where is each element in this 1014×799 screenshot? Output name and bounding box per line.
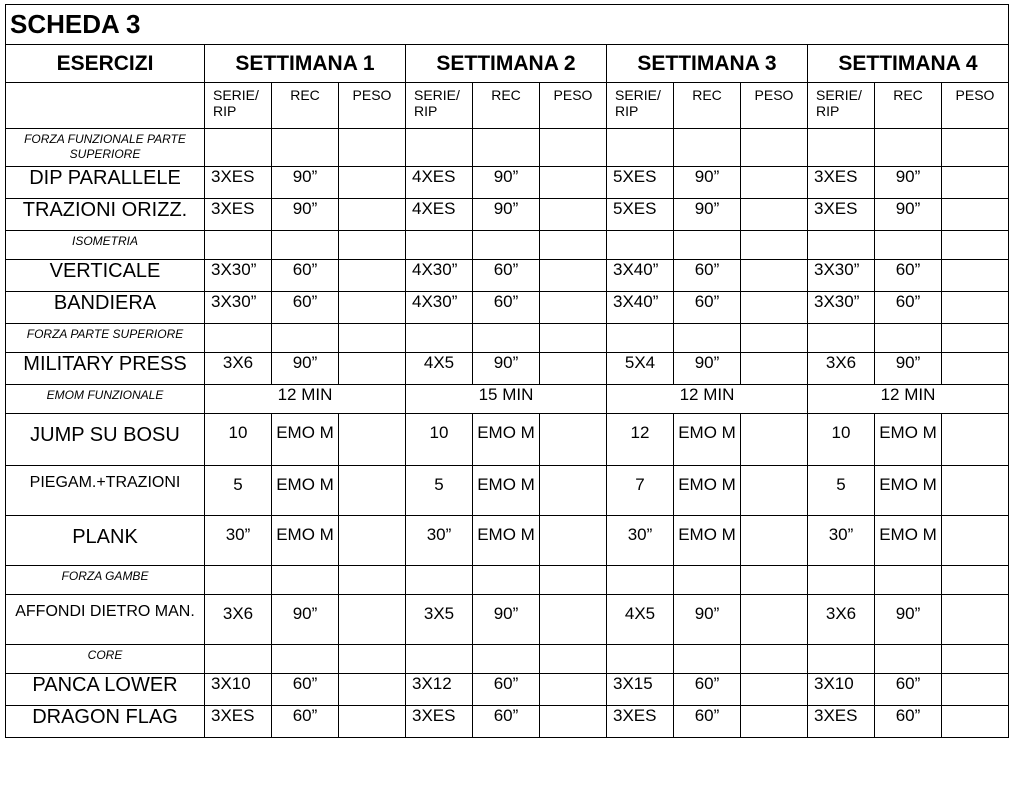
- peso-cell: [540, 167, 607, 199]
- peso-cell: [942, 516, 1009, 566]
- empty-cell: [674, 566, 741, 595]
- empty-cell: [607, 645, 674, 674]
- serie-rip-cell: 3X6: [808, 595, 875, 645]
- rec-cell: 60”: [674, 260, 741, 292]
- exercise-row: [6, 674, 1009, 706]
- peso-cell: [339, 516, 406, 566]
- empty-cell: [406, 645, 473, 674]
- serie-rip-cell: 3X30”: [205, 292, 272, 324]
- exercise-row: [6, 595, 1009, 645]
- empty-cell: [540, 231, 607, 260]
- serie-rip-cell: 3XES: [205, 706, 272, 738]
- exercises-header: ESERCIZI: [6, 45, 205, 83]
- exercise-row: [6, 260, 1009, 292]
- rec-cell: EMO M: [473, 466, 540, 516]
- peso-cell: [942, 260, 1009, 292]
- exercise-name: DIP PARALLELE: [6, 167, 205, 199]
- peso-cell: [741, 414, 808, 466]
- peso-cell: [339, 353, 406, 385]
- rec-cell: 60”: [272, 706, 339, 738]
- serie-rip-cell: 3X40”: [607, 260, 674, 292]
- empty-cell: [540, 129, 607, 167]
- empty-cell: [942, 129, 1009, 167]
- rec-cell: EMO M: [473, 414, 540, 466]
- serie-rip-cell: 3XES: [607, 706, 674, 738]
- exercise-row: [6, 706, 1009, 738]
- serie-rip-cell: 4XES: [406, 199, 473, 231]
- emom-duration-week-3: 12 MIN: [607, 385, 808, 414]
- rec-header: REC: [272, 83, 339, 129]
- peso-cell: [741, 260, 808, 292]
- empty-cell: [473, 566, 540, 595]
- rec-cell: 60”: [473, 674, 540, 706]
- empty-cell: [607, 231, 674, 260]
- empty-cell: [339, 231, 406, 260]
- empty-cell: [540, 566, 607, 595]
- rec-cell: 90”: [272, 167, 339, 199]
- peso-cell: [741, 167, 808, 199]
- category-label: FORZA FUNZIONALE PARTE SUPERIORE: [6, 129, 205, 167]
- category-label: FORZA GAMBE: [6, 566, 205, 595]
- peso-cell: [942, 674, 1009, 706]
- week-header-row: [6, 45, 1009, 83]
- empty-cell: [741, 129, 808, 167]
- rec-cell: 60”: [473, 292, 540, 324]
- empty-cell: [674, 324, 741, 353]
- workout-table: [5, 4, 1009, 738]
- serie-rip-cell: 3XES: [808, 167, 875, 199]
- empty-cell: [808, 231, 875, 260]
- rec-cell: EMO M: [875, 466, 942, 516]
- peso-cell: [339, 414, 406, 466]
- empty-cell: [875, 645, 942, 674]
- rec-cell: EMO M: [875, 414, 942, 466]
- peso-cell: [942, 292, 1009, 324]
- serie-rip-cell: 3X30”: [205, 260, 272, 292]
- rec-cell: EMO M: [674, 516, 741, 566]
- peso-cell: [540, 595, 607, 645]
- rec-cell: 60”: [272, 674, 339, 706]
- serie-rip-cell: 4XES: [406, 167, 473, 199]
- rec-cell: EMO M: [272, 414, 339, 466]
- peso-cell: [942, 199, 1009, 231]
- peso-cell: [741, 466, 808, 516]
- rec-cell: 60”: [875, 260, 942, 292]
- empty-cell: [272, 129, 339, 167]
- peso-header: PESO: [540, 83, 607, 129]
- week-2-header: SETTIMANA 2: [406, 45, 607, 83]
- serie-rip-cell: 3X30”: [808, 260, 875, 292]
- peso-cell: [540, 516, 607, 566]
- peso-cell: [741, 516, 808, 566]
- rec-cell: 90”: [674, 167, 741, 199]
- serie-rip-cell: 3XES: [406, 706, 473, 738]
- exercise-row: [6, 414, 1009, 466]
- empty-cell: [339, 645, 406, 674]
- empty-cell: [741, 231, 808, 260]
- peso-cell: [339, 167, 406, 199]
- rec-cell: 90”: [473, 353, 540, 385]
- empty-cell: [339, 129, 406, 167]
- rec-cell: 90”: [473, 595, 540, 645]
- empty-cell: [205, 645, 272, 674]
- peso-header: PESO: [339, 83, 406, 129]
- peso-cell: [339, 466, 406, 516]
- rec-cell: 90”: [674, 199, 741, 231]
- category-row: [6, 231, 1009, 260]
- peso-header: PESO: [741, 83, 808, 129]
- empty-cell: [942, 566, 1009, 595]
- serie-rip-cell: 5XES: [607, 167, 674, 199]
- empty-cell: [674, 231, 741, 260]
- peso-cell: [339, 292, 406, 324]
- empty-cell: [875, 566, 942, 595]
- serie-rip-cell: 5: [406, 466, 473, 516]
- rec-cell: 60”: [473, 260, 540, 292]
- sub-header-blank: [6, 83, 205, 129]
- serie-rip-header: SERIE/ RIP: [808, 83, 875, 129]
- peso-cell: [942, 414, 1009, 466]
- peso-cell: [540, 414, 607, 466]
- category-row: [6, 324, 1009, 353]
- empty-cell: [205, 324, 272, 353]
- empty-cell: [473, 324, 540, 353]
- serie-rip-cell: 3XES: [808, 706, 875, 738]
- peso-cell: [540, 260, 607, 292]
- rec-cell: EMO M: [272, 466, 339, 516]
- empty-cell: [942, 324, 1009, 353]
- serie-rip-cell: 30”: [607, 516, 674, 566]
- rec-cell: EMO M: [272, 516, 339, 566]
- exercise-row: [6, 292, 1009, 324]
- exercise-row: [6, 353, 1009, 385]
- empty-cell: [205, 231, 272, 260]
- empty-cell: [607, 566, 674, 595]
- empty-cell: [808, 324, 875, 353]
- week-3-header: SETTIMANA 3: [607, 45, 808, 83]
- exercise-row: [6, 167, 1009, 199]
- serie-rip-cell: 3X6: [808, 353, 875, 385]
- empty-cell: [674, 129, 741, 167]
- emom-row: [6, 385, 1009, 414]
- category-row: [6, 645, 1009, 674]
- rec-cell: EMO M: [674, 414, 741, 466]
- empty-cell: [607, 129, 674, 167]
- rec-cell: 60”: [674, 674, 741, 706]
- empty-cell: [808, 645, 875, 674]
- peso-cell: [942, 353, 1009, 385]
- empty-cell: [741, 645, 808, 674]
- serie-rip-cell: 10: [808, 414, 875, 466]
- serie-rip-cell: 30”: [406, 516, 473, 566]
- empty-cell: [674, 645, 741, 674]
- serie-rip-cell: 5X4: [607, 353, 674, 385]
- empty-cell: [540, 324, 607, 353]
- peso-cell: [540, 199, 607, 231]
- serie-rip-cell: 3X40”: [607, 292, 674, 324]
- peso-cell: [741, 674, 808, 706]
- exercise-row: [6, 199, 1009, 231]
- empty-cell: [875, 129, 942, 167]
- rec-cell: 90”: [272, 353, 339, 385]
- peso-cell: [741, 199, 808, 231]
- serie-rip-cell: 12: [607, 414, 674, 466]
- category-label: CORE: [6, 645, 205, 674]
- empty-cell: [339, 566, 406, 595]
- peso-cell: [339, 260, 406, 292]
- serie-rip-cell: 3XES: [205, 199, 272, 231]
- rec-cell: EMO M: [674, 466, 741, 516]
- category-label: EMOM FUNZIONALE: [6, 385, 205, 414]
- empty-cell: [406, 566, 473, 595]
- peso-cell: [942, 167, 1009, 199]
- exercise-name: PIEGAM.+TRAZIONI: [6, 466, 205, 516]
- title-row: [6, 5, 1009, 45]
- serie-rip-cell: 5: [808, 466, 875, 516]
- serie-rip-cell: 3XES: [205, 167, 272, 199]
- peso-cell: [540, 674, 607, 706]
- serie-rip-cell: 3XES: [808, 199, 875, 231]
- rec-cell: 60”: [272, 292, 339, 324]
- serie-rip-cell: 4X5: [607, 595, 674, 645]
- empty-cell: [942, 231, 1009, 260]
- serie-rip-cell: 3X10: [205, 674, 272, 706]
- emom-duration-week-4: 12 MIN: [808, 385, 1009, 414]
- rec-cell: 90”: [473, 167, 540, 199]
- rec-header: REC: [875, 83, 942, 129]
- emom-duration-week-1: 12 MIN: [205, 385, 406, 414]
- serie-rip-cell: 3X5: [406, 595, 473, 645]
- category-row: [6, 129, 1009, 167]
- peso-cell: [741, 706, 808, 738]
- rec-cell: EMO M: [473, 516, 540, 566]
- category-label: FORZA PARTE SUPERIORE: [6, 324, 205, 353]
- rec-cell: 60”: [674, 292, 741, 324]
- rec-cell: 90”: [674, 353, 741, 385]
- rec-cell: EMO M: [875, 516, 942, 566]
- empty-cell: [272, 324, 339, 353]
- empty-cell: [272, 231, 339, 260]
- exercise-name: DRAGON FLAG: [6, 706, 205, 738]
- empty-cell: [406, 129, 473, 167]
- peso-cell: [741, 292, 808, 324]
- serie-rip-cell: 4X30”: [406, 260, 473, 292]
- empty-cell: [942, 645, 1009, 674]
- serie-rip-cell: 3X30”: [808, 292, 875, 324]
- serie-rip-cell: 3X6: [205, 353, 272, 385]
- peso-cell: [339, 199, 406, 231]
- serie-rip-cell: 4X5: [406, 353, 473, 385]
- peso-cell: [741, 353, 808, 385]
- serie-rip-cell: 3X12: [406, 674, 473, 706]
- rec-cell: 60”: [875, 706, 942, 738]
- exercise-name: MILITARY PRESS: [6, 353, 205, 385]
- empty-cell: [339, 324, 406, 353]
- exercise-row: [6, 466, 1009, 516]
- serie-rip-cell: 7: [607, 466, 674, 516]
- exercise-row: [6, 516, 1009, 566]
- peso-cell: [339, 674, 406, 706]
- empty-cell: [406, 231, 473, 260]
- rec-cell: 90”: [875, 595, 942, 645]
- exercise-name: AFFONDI DIETRO MAN.: [6, 595, 205, 645]
- peso-cell: [942, 595, 1009, 645]
- serie-rip-cell: 3X6: [205, 595, 272, 645]
- rec-cell: 90”: [875, 167, 942, 199]
- serie-rip-cell: 5XES: [607, 199, 674, 231]
- serie-rip-cell: 30”: [808, 516, 875, 566]
- serie-rip-cell: 30”: [205, 516, 272, 566]
- exercise-name: BANDIERA: [6, 292, 205, 324]
- peso-cell: [540, 292, 607, 324]
- category-label: ISOMETRIA: [6, 231, 205, 260]
- empty-cell: [808, 566, 875, 595]
- rec-cell: 90”: [272, 595, 339, 645]
- serie-rip-cell: 3X10: [808, 674, 875, 706]
- empty-cell: [607, 324, 674, 353]
- serie-rip-header: SERIE/ RIP: [406, 83, 473, 129]
- empty-cell: [272, 645, 339, 674]
- rec-cell: 90”: [674, 595, 741, 645]
- category-row: [6, 566, 1009, 595]
- empty-cell: [741, 324, 808, 353]
- empty-cell: [741, 566, 808, 595]
- rec-cell: 90”: [473, 199, 540, 231]
- peso-cell: [540, 353, 607, 385]
- exercise-name: VERTICALE: [6, 260, 205, 292]
- serie-rip-cell: 10: [205, 414, 272, 466]
- sub-header-row: [6, 83, 1009, 129]
- exercise-name: PLANK: [6, 516, 205, 566]
- peso-cell: [540, 466, 607, 516]
- rec-header: REC: [473, 83, 540, 129]
- serie-rip-header: SERIE/ RIP: [607, 83, 674, 129]
- rec-cell: 90”: [875, 199, 942, 231]
- week-4-header: SETTIMANA 4: [808, 45, 1009, 83]
- peso-header: PESO: [942, 83, 1009, 129]
- peso-cell: [741, 595, 808, 645]
- empty-cell: [473, 129, 540, 167]
- peso-cell: [942, 466, 1009, 516]
- emom-duration-week-2: 15 MIN: [406, 385, 607, 414]
- serie-rip-header: SERIE/ RIP: [205, 83, 272, 129]
- sheet-title: SCHEDA 3: [6, 5, 1009, 45]
- empty-cell: [205, 566, 272, 595]
- serie-rip-cell: 3X15: [607, 674, 674, 706]
- exercise-name: PANCA LOWER: [6, 674, 205, 706]
- empty-cell: [272, 566, 339, 595]
- empty-cell: [406, 324, 473, 353]
- rec-cell: 60”: [674, 706, 741, 738]
- serie-rip-cell: 5: [205, 466, 272, 516]
- peso-cell: [540, 706, 607, 738]
- rec-cell: 60”: [875, 292, 942, 324]
- peso-cell: [339, 595, 406, 645]
- empty-cell: [875, 231, 942, 260]
- serie-rip-cell: 4X30”: [406, 292, 473, 324]
- peso-cell: [942, 706, 1009, 738]
- serie-rip-cell: 10: [406, 414, 473, 466]
- rec-cell: 90”: [272, 199, 339, 231]
- empty-cell: [473, 645, 540, 674]
- week-1-header: SETTIMANA 1: [205, 45, 406, 83]
- exercise-name: TRAZIONI ORIZZ.: [6, 199, 205, 231]
- rec-cell: 60”: [875, 674, 942, 706]
- rec-cell: 60”: [473, 706, 540, 738]
- rec-cell: 60”: [272, 260, 339, 292]
- empty-cell: [205, 129, 272, 167]
- rec-cell: 90”: [875, 353, 942, 385]
- empty-cell: [473, 231, 540, 260]
- empty-cell: [540, 645, 607, 674]
- exercise-name: JUMP SU BOSU: [6, 414, 205, 466]
- rec-header: REC: [674, 83, 741, 129]
- empty-cell: [875, 324, 942, 353]
- empty-cell: [808, 129, 875, 167]
- peso-cell: [339, 706, 406, 738]
